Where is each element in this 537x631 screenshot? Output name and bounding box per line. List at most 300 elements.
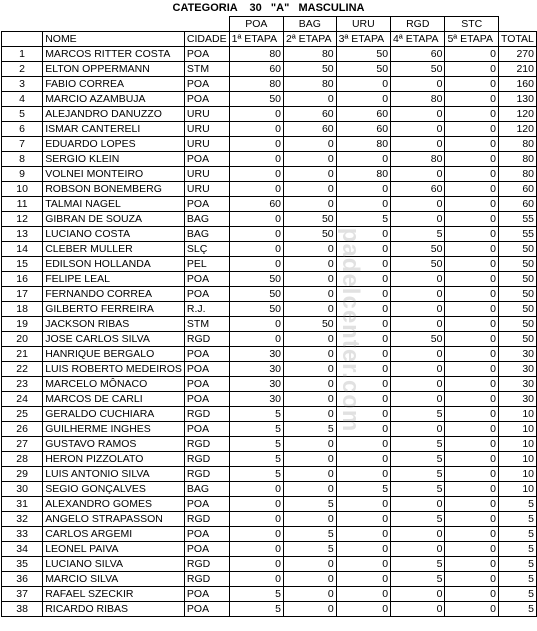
etapa-4-cell: 0 bbox=[391, 137, 445, 152]
etapa-4-cell: 50 bbox=[391, 242, 445, 257]
etapa-4-cell: 0 bbox=[391, 287, 445, 302]
total-cell: 130 bbox=[498, 92, 536, 107]
etapa-5-cell: 0 bbox=[445, 47, 499, 62]
table-row bbox=[2, 482, 537, 497]
etapa-2-cell: 50 bbox=[284, 317, 337, 332]
etapa-2-cell: 80 bbox=[284, 47, 337, 62]
stage-header: URU bbox=[336, 17, 390, 32]
city-cell: POA bbox=[184, 347, 229, 362]
etapa-4-cell: 0 bbox=[391, 197, 445, 212]
total-cell: 60 bbox=[498, 197, 536, 212]
etapa-4-cell: 5 bbox=[391, 437, 445, 452]
etapa-3-cell: 60 bbox=[336, 107, 390, 122]
rank-cell: 8 bbox=[2, 152, 43, 167]
rank-cell: 21 bbox=[2, 347, 43, 362]
table-row bbox=[2, 242, 537, 257]
etapa-2-cell: 5 bbox=[284, 422, 337, 437]
rank-cell: 38 bbox=[2, 602, 43, 617]
rank-cell: 17 bbox=[2, 287, 43, 302]
city-cell: URU bbox=[184, 107, 229, 122]
table-row bbox=[2, 272, 537, 287]
etapa-5-cell: 0 bbox=[445, 422, 499, 437]
name-cell: JACKSON RIBAS bbox=[43, 317, 185, 332]
name-cell: GUSTAVO RAMOS bbox=[43, 437, 185, 452]
etapa-1-cell: 0 bbox=[229, 527, 283, 542]
etapa-4-cell: 50 bbox=[391, 62, 445, 77]
city-cell: POA bbox=[184, 92, 229, 107]
etapa-5-cell: 0 bbox=[445, 242, 499, 257]
etapa-5-cell: 0 bbox=[445, 512, 499, 527]
etapa-2-cell: 0 bbox=[284, 287, 337, 302]
etapa-1-cell: 0 bbox=[229, 107, 283, 122]
name-cell: ISMAR CANTERELI bbox=[43, 122, 185, 137]
etapa-3-cell: 50 bbox=[336, 47, 390, 62]
etapa-5-cell: 0 bbox=[445, 407, 499, 422]
city-cell: RGD bbox=[184, 407, 229, 422]
etapa-2-cell: 5 bbox=[284, 542, 337, 557]
name-cell: FABIO CORREA bbox=[43, 77, 185, 92]
city-cell: POA bbox=[184, 152, 229, 167]
rank-cell: 20 bbox=[2, 332, 43, 347]
rank-cell: 29 bbox=[2, 467, 43, 482]
etapa-4-cell: 0 bbox=[391, 587, 445, 602]
table-row bbox=[2, 197, 537, 212]
name-cell: FELIPE LEAL bbox=[43, 272, 185, 287]
etapa-2-cell: 0 bbox=[284, 242, 337, 257]
etapa-5-cell: 0 bbox=[445, 197, 499, 212]
etapa-5-cell: 0 bbox=[445, 572, 499, 587]
total-cell: 50 bbox=[498, 257, 536, 272]
etapa-4-cell: 5 bbox=[391, 557, 445, 572]
column-header-row bbox=[2, 32, 537, 47]
city-cell: POA bbox=[184, 362, 229, 377]
rank-cell: 6 bbox=[2, 122, 43, 137]
total-cell: 30 bbox=[498, 377, 536, 392]
city-cell: BAG bbox=[184, 212, 229, 227]
total-cell: 120 bbox=[498, 107, 536, 122]
etapa-5-cell: 0 bbox=[445, 77, 499, 92]
total-cell: 160 bbox=[498, 77, 536, 92]
etapa-1-cell: 5 bbox=[229, 407, 283, 422]
total-cell: 50 bbox=[498, 302, 536, 317]
etapa-5-cell: 0 bbox=[445, 602, 499, 617]
etapa-1-cell: 0 bbox=[229, 152, 283, 167]
column-header-etapa-2: 2ª ETAPA bbox=[284, 32, 337, 47]
city-cell: RGD bbox=[184, 512, 229, 527]
etapa-4-cell: 0 bbox=[391, 602, 445, 617]
etapa-5-cell: 0 bbox=[445, 302, 499, 317]
rank-cell: 18 bbox=[2, 302, 43, 317]
etapa-1-cell: 0 bbox=[229, 227, 283, 242]
empty-cell bbox=[498, 17, 536, 32]
etapa-3-cell: 50 bbox=[336, 62, 390, 77]
name-cell: GUILHERME INGHES bbox=[43, 422, 185, 437]
empty-cell bbox=[43, 17, 185, 32]
etapa-1-cell: 30 bbox=[229, 377, 283, 392]
etapa-3-cell: 80 bbox=[336, 137, 390, 152]
etapa-1-cell: 0 bbox=[229, 182, 283, 197]
etapa-1-cell: 0 bbox=[229, 572, 283, 587]
column-header-etapa-4: 4ª ETAPA bbox=[391, 32, 445, 47]
etapa-5-cell: 0 bbox=[445, 152, 499, 167]
total-cell: 60 bbox=[498, 182, 536, 197]
rank-cell: 9 bbox=[2, 167, 43, 182]
etapa-5-cell: 0 bbox=[445, 542, 499, 557]
etapa-2-cell: 80 bbox=[284, 77, 337, 92]
name-cell: HERON PIZZOLATO bbox=[43, 452, 185, 467]
etapa-5-cell: 0 bbox=[445, 212, 499, 227]
etapa-3-cell: 60 bbox=[336, 122, 390, 137]
etapa-5-cell: 0 bbox=[445, 587, 499, 602]
etapa-1-cell: 0 bbox=[229, 257, 283, 272]
total-cell: 50 bbox=[498, 287, 536, 302]
name-cell: LUCIANO SILVA bbox=[43, 557, 185, 572]
table-row bbox=[2, 377, 537, 392]
total-cell: 10 bbox=[498, 437, 536, 452]
etapa-3-cell: 0 bbox=[336, 572, 390, 587]
etapa-2-cell: 50 bbox=[284, 227, 337, 242]
table-row bbox=[2, 167, 537, 182]
etapa-2-cell: 0 bbox=[284, 467, 337, 482]
etapa-4-cell: 5 bbox=[391, 407, 445, 422]
etapa-2-cell: 0 bbox=[284, 437, 337, 452]
etapa-1-cell: 0 bbox=[229, 482, 283, 497]
etapa-3-cell: 0 bbox=[336, 287, 390, 302]
rank-cell: 14 bbox=[2, 242, 43, 257]
etapa-3-cell: 0 bbox=[336, 227, 390, 242]
city-cell: POA bbox=[184, 587, 229, 602]
column-header-cidade: CIDADE bbox=[184, 32, 229, 47]
etapa-5-cell: 0 bbox=[445, 557, 499, 572]
etapa-1-cell: 0 bbox=[229, 542, 283, 557]
etapa-5-cell: 0 bbox=[445, 347, 499, 362]
table-row bbox=[2, 107, 537, 122]
name-cell: LEONEL PAIVA bbox=[43, 542, 185, 557]
name-cell: EDUARDO LOPES bbox=[43, 137, 185, 152]
etapa-5-cell: 0 bbox=[445, 482, 499, 497]
name-cell: ALEJANDRO DANUZZO bbox=[43, 107, 185, 122]
city-cell: POA bbox=[184, 377, 229, 392]
city-cell: POA bbox=[184, 602, 229, 617]
stage-header-row bbox=[2, 17, 537, 32]
total-cell: 5 bbox=[498, 602, 536, 617]
name-cell: ANGELO STRAPASSON bbox=[43, 512, 185, 527]
city-cell: RGD bbox=[184, 572, 229, 587]
etapa-4-cell: 0 bbox=[391, 497, 445, 512]
etapa-3-cell: 80 bbox=[336, 167, 390, 182]
total-cell: 30 bbox=[498, 362, 536, 377]
name-cell: LUIS ANTONIO SILVA bbox=[43, 467, 185, 482]
city-cell: POA bbox=[184, 422, 229, 437]
total-cell: 5 bbox=[498, 557, 536, 572]
rank-cell: 15 bbox=[2, 257, 43, 272]
table-row bbox=[2, 572, 537, 587]
etapa-4-cell: 0 bbox=[391, 527, 445, 542]
etapa-5-cell: 0 bbox=[445, 392, 499, 407]
column-header-etapa-5: 5ª ETAPA bbox=[445, 32, 499, 47]
etapa-2-cell: 50 bbox=[284, 212, 337, 227]
etapa-3-cell: 0 bbox=[336, 197, 390, 212]
etapa-5-cell: 0 bbox=[445, 362, 499, 377]
etapa-4-cell: 50 bbox=[391, 257, 445, 272]
etapa-2-cell: 0 bbox=[284, 602, 337, 617]
etapa-5-cell: 0 bbox=[445, 257, 499, 272]
total-cell: 30 bbox=[498, 347, 536, 362]
name-cell: GILBERTO FERREIRA bbox=[43, 302, 185, 317]
etapa-5-cell: 0 bbox=[445, 62, 499, 77]
city-cell: POA bbox=[184, 197, 229, 212]
etapa-4-cell: 5 bbox=[391, 482, 445, 497]
etapa-3-cell: 0 bbox=[336, 407, 390, 422]
rank-cell: 36 bbox=[2, 572, 43, 587]
etapa-5-cell: 0 bbox=[445, 227, 499, 242]
rank-cell: 34 bbox=[2, 542, 43, 557]
name-cell: CLEBER MULLER bbox=[43, 242, 185, 257]
etapa-2-cell: 5 bbox=[284, 527, 337, 542]
table-row bbox=[2, 602, 537, 617]
etapa-4-cell: 5 bbox=[391, 452, 445, 467]
name-cell: CARLOS ARGEMI bbox=[43, 527, 185, 542]
rank-cell: 31 bbox=[2, 497, 43, 512]
etapa-3-cell: 5 bbox=[336, 212, 390, 227]
etapa-3-cell: 0 bbox=[336, 152, 390, 167]
etapa-4-cell: 0 bbox=[391, 377, 445, 392]
city-cell: POA bbox=[184, 272, 229, 287]
city-cell: POA bbox=[184, 497, 229, 512]
name-cell: MARCOS RITTER COSTA bbox=[43, 47, 185, 62]
etapa-3-cell: 0 bbox=[336, 437, 390, 452]
total-cell: 5 bbox=[498, 512, 536, 527]
etapa-1-cell: 30 bbox=[229, 362, 283, 377]
total-cell: 120 bbox=[498, 122, 536, 137]
etapa-2-cell: 0 bbox=[284, 452, 337, 467]
etapa-4-cell: 0 bbox=[391, 362, 445, 377]
city-cell: URU bbox=[184, 122, 229, 137]
total-cell: 50 bbox=[498, 272, 536, 287]
table-row bbox=[2, 302, 537, 317]
city-cell: RGD bbox=[184, 332, 229, 347]
etapa-3-cell: 0 bbox=[336, 257, 390, 272]
table-row bbox=[2, 437, 537, 452]
etapa-1-cell: 0 bbox=[229, 497, 283, 512]
etapa-2-cell: 0 bbox=[284, 182, 337, 197]
etapa-3-cell: 5 bbox=[336, 482, 390, 497]
name-cell: MARCOS DE CARLI bbox=[43, 392, 185, 407]
city-cell: RGD bbox=[184, 557, 229, 572]
city-cell: RGD bbox=[184, 452, 229, 467]
name-cell: MARCIO SILVA bbox=[43, 572, 185, 587]
etapa-3-cell: 0 bbox=[336, 362, 390, 377]
etapa-1-cell: 0 bbox=[229, 317, 283, 332]
name-cell: GIBRAN DE SOUZA bbox=[43, 212, 185, 227]
etapa-5-cell: 0 bbox=[445, 122, 499, 137]
total-cell: 80 bbox=[498, 152, 536, 167]
name-cell: JOSE CARLOS SILVA bbox=[43, 332, 185, 347]
etapa-3-cell: 0 bbox=[336, 527, 390, 542]
total-cell: 80 bbox=[498, 167, 536, 182]
city-cell: RGD bbox=[184, 467, 229, 482]
rank-cell: 1 bbox=[2, 47, 43, 62]
etapa-2-cell: 0 bbox=[284, 512, 337, 527]
etapa-3-cell: 0 bbox=[336, 92, 390, 107]
etapa-1-cell: 0 bbox=[229, 332, 283, 347]
etapa-1-cell: 80 bbox=[229, 47, 283, 62]
etapa-5-cell: 0 bbox=[445, 92, 499, 107]
etapa-4-cell: 5 bbox=[391, 512, 445, 527]
city-cell: POA bbox=[184, 77, 229, 92]
etapa-3-cell: 0 bbox=[336, 242, 390, 257]
rank-cell: 26 bbox=[2, 422, 43, 437]
table-row bbox=[2, 557, 537, 572]
etapa-3-cell: 0 bbox=[336, 602, 390, 617]
total-cell: 270 bbox=[498, 47, 536, 62]
ranking-table bbox=[1, 16, 537, 617]
name-cell: ELTON OPPERMANN bbox=[43, 62, 185, 77]
rank-cell: 24 bbox=[2, 392, 43, 407]
etapa-1-cell: 60 bbox=[229, 197, 283, 212]
etapa-2-cell: 0 bbox=[284, 347, 337, 362]
etapa-3-cell: 0 bbox=[336, 377, 390, 392]
etapa-2-cell: 0 bbox=[284, 137, 337, 152]
total-cell: 5 bbox=[498, 497, 536, 512]
total-cell: 5 bbox=[498, 587, 536, 602]
name-cell: EDILSON HOLLANDA bbox=[43, 257, 185, 272]
etapa-5-cell: 0 bbox=[445, 527, 499, 542]
rank-cell: 30 bbox=[2, 482, 43, 497]
etapa-1-cell: 0 bbox=[229, 212, 283, 227]
total-cell: 30 bbox=[498, 392, 536, 407]
etapa-5-cell: 0 bbox=[445, 332, 499, 347]
etapa-2-cell: 0 bbox=[284, 362, 337, 377]
table-row bbox=[2, 392, 537, 407]
etapa-3-cell: 0 bbox=[336, 272, 390, 287]
etapa-4-cell: 0 bbox=[391, 272, 445, 287]
table-row bbox=[2, 362, 537, 377]
rank-cell: 2 bbox=[2, 62, 43, 77]
etapa-4-cell: 60 bbox=[391, 182, 445, 197]
etapa-2-cell: 0 bbox=[284, 197, 337, 212]
etapa-2-cell: 0 bbox=[284, 257, 337, 272]
etapa-5-cell: 0 bbox=[445, 287, 499, 302]
total-cell: 5 bbox=[498, 527, 536, 542]
rank-cell: 5 bbox=[2, 107, 43, 122]
name-cell: FERNANDO CORREA bbox=[43, 287, 185, 302]
etapa-1-cell: 5 bbox=[229, 437, 283, 452]
etapa-1-cell: 50 bbox=[229, 302, 283, 317]
etapa-4-cell: 80 bbox=[391, 92, 445, 107]
total-cell: 10 bbox=[498, 422, 536, 437]
table-row bbox=[2, 152, 537, 167]
rank-cell: 13 bbox=[2, 227, 43, 242]
etapa-5-cell: 0 bbox=[445, 437, 499, 452]
stage-header: POA bbox=[229, 17, 283, 32]
etapa-2-cell: 0 bbox=[284, 92, 337, 107]
etapa-3-cell: 0 bbox=[336, 347, 390, 362]
name-cell: LUCIANO COSTA bbox=[43, 227, 185, 242]
watermark: padelcenter.com bbox=[337, 227, 364, 433]
etapa-1-cell: 0 bbox=[229, 242, 283, 257]
etapa-2-cell: 0 bbox=[284, 272, 337, 287]
etapa-2-cell: 0 bbox=[284, 332, 337, 347]
etapa-2-cell: 0 bbox=[284, 392, 337, 407]
etapa-1-cell: 0 bbox=[229, 557, 283, 572]
empty-cell bbox=[2, 17, 43, 32]
total-cell: 10 bbox=[498, 407, 536, 422]
etapa-4-cell: 60 bbox=[391, 47, 445, 62]
column-header-etapa-3: 3ª ETAPA bbox=[336, 32, 390, 47]
table-row bbox=[2, 47, 537, 62]
etapa-2-cell: 0 bbox=[284, 557, 337, 572]
name-cell: HANRIQUE BERGALO bbox=[43, 347, 185, 362]
etapa-4-cell: 0 bbox=[391, 77, 445, 92]
etapa-1-cell: 5 bbox=[229, 467, 283, 482]
rank-cell: 4 bbox=[2, 92, 43, 107]
etapa-4-cell: 80 bbox=[391, 152, 445, 167]
table-row bbox=[2, 527, 537, 542]
etapa-2-cell: 0 bbox=[284, 572, 337, 587]
table-row bbox=[2, 227, 537, 242]
total-cell: 50 bbox=[498, 317, 536, 332]
rank-cell: 27 bbox=[2, 437, 43, 452]
etapa-1-cell: 0 bbox=[229, 512, 283, 527]
etapa-4-cell: 50 bbox=[391, 332, 445, 347]
name-cell: TALMAI NAGEL bbox=[43, 197, 185, 212]
etapa-5-cell: 0 bbox=[445, 167, 499, 182]
rank-cell: 12 bbox=[2, 212, 43, 227]
etapa-2-cell: 60 bbox=[284, 107, 337, 122]
etapa-2-cell: 0 bbox=[284, 407, 337, 422]
etapa-4-cell: 0 bbox=[391, 542, 445, 557]
etapa-2-cell: 0 bbox=[284, 482, 337, 497]
etapa-4-cell: 0 bbox=[391, 347, 445, 362]
total-cell: 55 bbox=[498, 227, 536, 242]
table-row bbox=[2, 422, 537, 437]
etapa-1-cell: 0 bbox=[229, 167, 283, 182]
name-cell: LUIS ROBERTO MEDEIROS bbox=[43, 362, 185, 377]
etapa-2-cell: 0 bbox=[284, 302, 337, 317]
etapa-2-cell: 0 bbox=[284, 152, 337, 167]
table-row bbox=[2, 137, 537, 152]
rank-cell: 23 bbox=[2, 377, 43, 392]
etapa-3-cell: 0 bbox=[336, 497, 390, 512]
rank-cell: 19 bbox=[2, 317, 43, 332]
name-cell: ALEXANDRO GOMES bbox=[43, 497, 185, 512]
total-cell: 5 bbox=[498, 542, 536, 557]
etapa-3-cell: 0 bbox=[336, 392, 390, 407]
etapa-4-cell: 0 bbox=[391, 317, 445, 332]
name-cell: SEGIO GONÇALVES bbox=[43, 482, 185, 497]
city-cell: URU bbox=[184, 182, 229, 197]
etapa-3-cell: 0 bbox=[336, 557, 390, 572]
city-cell: URU bbox=[184, 167, 229, 182]
table-body bbox=[2, 17, 537, 617]
city-cell: POA bbox=[184, 392, 229, 407]
city-cell: BAG bbox=[184, 227, 229, 242]
etapa-1-cell: 0 bbox=[229, 137, 283, 152]
etapa-5-cell: 0 bbox=[445, 497, 499, 512]
table-row bbox=[2, 407, 537, 422]
rank-cell: 10 bbox=[2, 182, 43, 197]
etapa-2-cell: 0 bbox=[284, 587, 337, 602]
etapa-4-cell: 0 bbox=[391, 392, 445, 407]
etapa-1-cell: 5 bbox=[229, 602, 283, 617]
total-cell: 80 bbox=[498, 137, 536, 152]
name-cell: MARCIO AZAMBUJA bbox=[43, 92, 185, 107]
etapa-4-cell: 0 bbox=[391, 122, 445, 137]
etapa-2-cell: 50 bbox=[284, 62, 337, 77]
table-row bbox=[2, 257, 537, 272]
total-cell: 5 bbox=[498, 572, 536, 587]
